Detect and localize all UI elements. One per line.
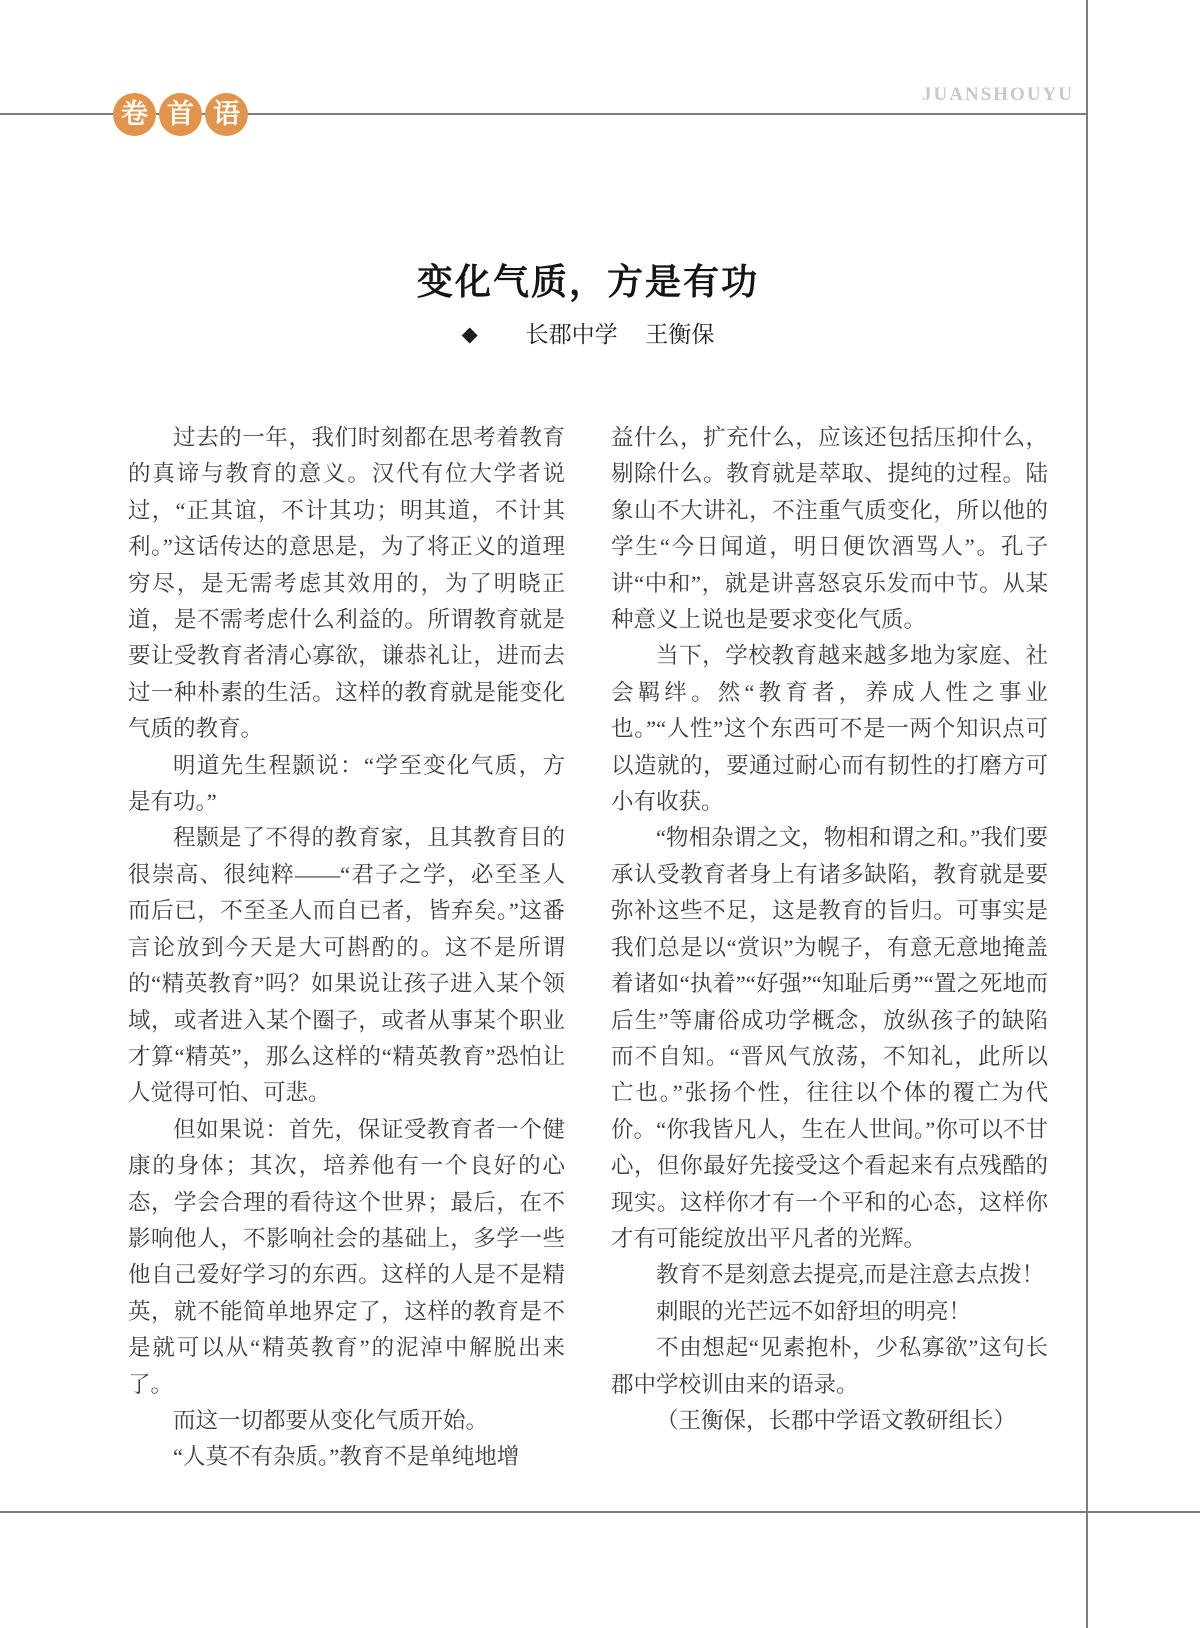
paragraph: 教育不是刻意去提亮,而是注意去点拨！ [656,1262,1045,1288]
paragraph: “物相杂谓之文，物相和谓之和。”我们要承认受教育者身上有诸多缺陷，教育就是要弥补这些不足，这是教育的旨归。可事实是我们总是以“赏识”为幌子，有意无意地掩盖着诸如“执着”“好强”“知耻后勇”“置之死地而后生”等庸俗成功学概念，放纵孩子的缺陷而不自知。“晋风气放荡，不知礼，此所以亡也。”张扬个性，往往以个体的覆亡为代价。“你我皆凡人，生在人世间。”你可以不甘心，但你最好先接受这个看起来有点残酷的现实。这样你才有一个平和的心态，这样你才有可能绽放出平凡者的光辉。 [611,825,1048,1251]
right-column [611,420,1048,1476]
paragraph: “人莫不有杂质。”教育不是单纯地增 [173,1444,520,1470]
paragraph: 益什么，扩充什么，应该还包括压抑什么，剔除什么。教育就是萃取、提纯的过程。陆象山不大讲礼，不注重气质变化，所以他的学生“今日闻道，明日便饮酒骂人”。孔子讲“中和”，就是讲喜怒哀乐发而中节。从某种意义上说也是要求变化气质。 [611,425,1048,633]
badge-circle-2: 首 [159,93,202,136]
paragraph: 而这一切都要从变化气质开始。 [173,1407,489,1433]
paragraph: 明道先生程颢说：“学至变化气质，方是有功。” [128,752,565,815]
paragraph: 过去的一年，我们时刻都在思考着教育的真谛与教育的意义。汉代有位大学者说过，“正其谊，不计其功；明其道，不计其利。”这话传达的意思是，为了将正义的道理穷尽，是无需考虑其效用的，为了明晓正道，是不需考虑什么利益的。所谓教育就是要让受教育者清心寡欲，谦恭礼让，进而去过一种朴素的生活。这样的教育就是能变化气质的教育。 [128,425,565,742]
badge-circle-3: 语 [205,93,248,136]
footer-rule [0,1511,1200,1513]
section-badge [113,93,248,136]
article-body [128,420,1048,1476]
paragraph: 当下，学校教育越来越多地为家庭、社会羁绊。然“教育者，养成人性之事业也。”“人性”这个东西可不是一两个知识点可以造就的，要通过耐心而有韧性的打磨方可小有收获。 [611,643,1048,815]
paragraph: （王衡保，长郡中学语文教研组长） [656,1407,1017,1433]
paragraph: 但如果说：首先，保证受教育者一个健康的身体；其次，培养他有一个良好的心态，学会合理的看待这个世界；最后，在不影响他人，不影响社会的基础上，多学一些他自己爱好学习的东西。这样的人是不是精英，就不能简单地界定了，这样的教育是不是就可以从“精英教育”的泥淖中解脱出来了。 [128,1116,565,1397]
byline-author: 王衡保 [645,322,715,347]
right-margin-rule [1086,0,1088,1628]
paragraph: 程颢是了不得的教育家，且其教育目的很崇高、很纯粹——“君子之学，必至圣人而后已，不至圣人而自已者，皆弃矣。”这番言论放到今天是大可斟酌的。这不是所谓的“精英教育”吗？如果说让孩子进入某个领域，或者进入某个圈子，或者从事某个职业才算“精英”，那么这样的“精英教育”恐怕让人觉得可怕、可悲。 [128,825,565,1106]
left-column [128,420,565,1476]
paragraph: 不由想起“见素抱朴，少私寡欲”这句长郡中学校训由来的语录。 [611,1335,1048,1397]
running-head: JUANSHOUYU [922,84,1074,105]
byline-school: 长郡中学 [525,322,618,347]
paragraph: 刺眼的光芒远不如舒坦的明亮！ [656,1298,972,1324]
diamond-bullet-icon: ◆ [461,322,478,346]
byline [128,316,1048,349]
badge-circle-1: 卷 [113,93,156,136]
page-title: 变化气质，方是有功 [416,262,759,303]
